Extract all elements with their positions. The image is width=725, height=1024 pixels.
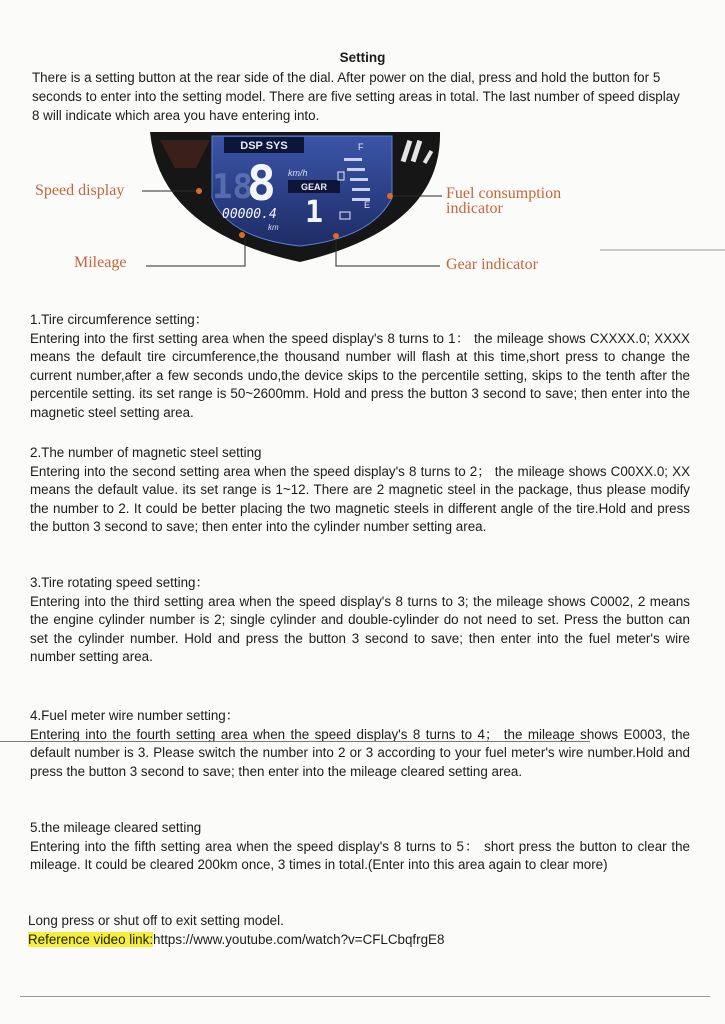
section-body: Entering into the first setting area when the speed display's 8 turns to 1： the mileage shows CXXXX.0; XXXX means the default tire circumference,the thousand number will flash at this time,short press to change the current number,after a few seconds undo,the device skips to the percentile setting, skips to the tenth after the percentile setting. its set range is 50~2600mm. Hold and press the button 3 second to save; then enter into the magnetic steel setting area.	[30, 330, 690, 420]
mileage-value: 00000.4	[222, 207, 277, 222]
section-fuel-meter-wire	[30, 707, 690, 781]
section-heading: 1.Tire circumference setting：	[30, 312, 209, 327]
exit-instruction: Long press or shut off to exit setting model.	[28, 913, 284, 928]
section-magnetic-steel	[30, 444, 690, 537]
section-body: Entering into the fourth setting area when the speed display's 8 turns to 4； the mileage shows E0003, the default number is 3. Please switch the number into 2 or 3 according to your fuel meter's wire number.Hold and press the button 3 second to save; then enter into the mileage cleared setting area.	[30, 726, 690, 779]
distance-unit: km	[268, 223, 279, 232]
fuel-empty-mark: E	[364, 200, 371, 210]
callout-mileage: Mileage	[74, 254, 127, 271]
footer	[28, 911, 688, 949]
section-heading: 5.the mileage cleared setting	[30, 820, 202, 835]
section-tire-rotating-speed	[30, 574, 690, 667]
speed-digits: 18	[212, 167, 253, 207]
fuel-full-mark: F	[358, 142, 364, 152]
callout-gear-indicator: Gear indicator	[446, 256, 538, 273]
callout-speed-display: Speed display	[35, 182, 125, 199]
speed-unit: km/h	[288, 168, 308, 178]
intro-paragraph: There is a setting button at the rear side of the dial. After power on the dial, press and hold the button for 5 seconds to enter into the setting model. There are five setting areas in total. The last number of speed display 8 will indicate which area you have entering into.	[32, 70, 680, 123]
dial-diagram	[0, 128, 725, 278]
section-heading: 2.The number of magnetic steel setting	[30, 445, 262, 460]
section-body: Entering into the third setting area when the speed display's 8 turns to 3; the mileage shows C0002, 2 means the engine cylinder number is 2; single cylinder and double-cylinder do not need to set. Press the button can set the cylinder number. Hold and press the button 3 second to save; then enter into the fuel meter's wire number setting area.	[30, 593, 690, 664]
gear-label: GEAR	[300, 182, 328, 192]
page-title: Setting	[339, 50, 386, 65]
reference-link[interactable]: https://www.youtube.com/watch?v=CFLCbqfrgE8	[153, 932, 445, 947]
section-body: Entering into the fifth setting area when the speed display's 8 turns to 5： short press the button to clear the mileage. It could be cleared 200km once, 3 times in total.(Enter into this area again to clear more)	[30, 838, 690, 872]
reference-line	[28, 930, 688, 949]
speed-main-digit: 8	[247, 156, 276, 212]
section-mileage-cleared	[30, 819, 690, 875]
section-heading: 4.Fuel meter wire number setting：	[30, 708, 240, 723]
scan-line	[20, 996, 710, 997]
callout-fuel-line2: indicator	[446, 200, 503, 217]
section-heading: 3.Tire rotating speed setting：	[30, 575, 209, 590]
scan-line	[0, 741, 590, 742]
gear-value: 1	[304, 195, 324, 230]
callout-fuel-line1: Fuel consumption	[446, 185, 562, 202]
section-tire-circumference	[30, 311, 690, 422]
mode-text: DSP SYS	[240, 140, 288, 152]
section-body: Entering into the second setting area when the speed display's 8 turns to 2； the mileage shows C00XX.0; XX means the default value. its set range is 1~12. There are 2 magnetic steel in the package, thus please modify the number to 2. It could be better placing the two magnetic steels in different angle of the tire.Hold and press the button 3 second to save; then enter into the cylinder number setting area.	[30, 463, 690, 534]
reference-label: Reference video link:	[28, 932, 154, 947]
